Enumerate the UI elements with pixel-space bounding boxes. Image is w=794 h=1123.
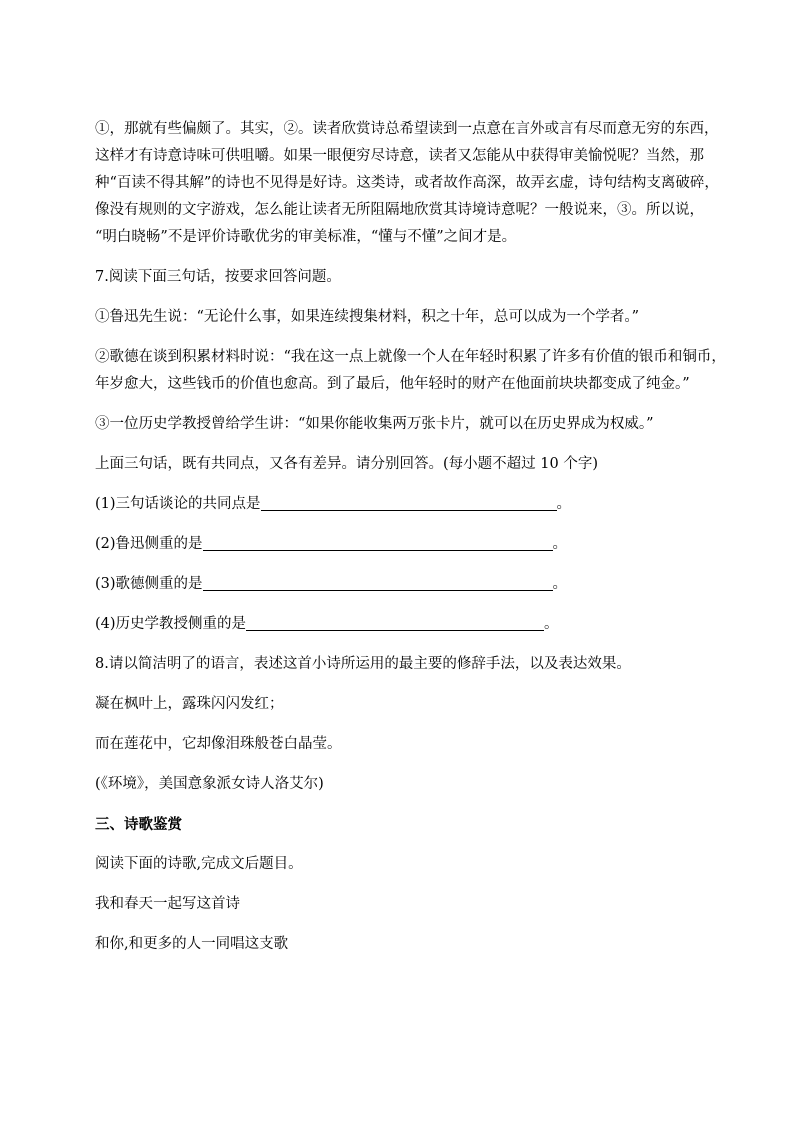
document-page (95, 116, 726, 958)
section-heading: 三、诗歌鉴赏 (95, 816, 182, 833)
question-7-instruction: 上面三句话，既有共同点，又各有差异。请分别回答。(每小题不超过 10 个字) (95, 456, 598, 472)
intro-paragraph (95, 116, 719, 251)
answer-blank-4[interactable] (246, 614, 544, 631)
period: 。 (556, 496, 572, 512)
subquestion-4-label: (4)历史学教授侧重的是 (95, 616, 247, 632)
subquestion-3-label: (3)歌德侧重的是 (95, 576, 203, 592)
subquestion-4 (95, 611, 705, 638)
poem-line: 凝在枫叶上，露珠闪闪发红； (95, 696, 284, 712)
period: 。 (544, 616, 559, 632)
paragraph-line: 像没有规则的文字游戏，怎么能让读者无所阻隔地欣赏其诗境诗意呢？一般说来，③。所以说， (95, 202, 704, 218)
quote-luxun: ①鲁迅先生说：“无论什么事，如果连续搜集材料，积之十年，总可以成为一个学者。” (95, 309, 640, 325)
section-instruction: 阅读下面的诗歌,完成文后题目。 (95, 856, 303, 872)
period: 。 (552, 576, 568, 592)
subquestion-2 (95, 531, 705, 558)
poem-line: 我和春天一起写这首诗 (95, 896, 240, 912)
paragraph-line: 种“百读不得其解”的诗也不见得是好诗。这类诗，或者故作高深，故弄玄虚，诗句结构支离破碎， (95, 175, 719, 191)
answer-blank-1[interactable] (261, 494, 557, 511)
quote-professor: ③一位历史学教授曾给学生讲：“如果你能收集两万张卡片，就可以在历史界成为权威。” (95, 416, 654, 432)
answer-blank-3[interactable] (203, 574, 553, 591)
paragraph-line: 这样才有诗意诗味可供咀嚼。如果一眼便穷尽诗意，读者又怎能从中获得审美愉悦呢？当然，那 (95, 148, 704, 164)
quote-goethe-line: 年岁愈大，这些钱币的价值也愈高。到了最后，他年轻时的财产在他面前块块都变成了纯金。” (95, 376, 690, 392)
poem-line: 而在莲花中，它却像泪珠般苍白晶莹。 (95, 736, 342, 752)
quote-goethe-line: ②歌德在谈到积累材料时说：“我在这一点上就像一个人在年轻时积累了许多有价值的银币和铜币， (95, 349, 726, 365)
question-8-prompt: 8.请以简洁明了的语言，表述这首小诗所运用的最主要的修辞手法，以及表达效果。 (95, 656, 631, 672)
poem-line: 和你,和更多的人一同唱这支歌 (95, 936, 289, 952)
period: 。 (552, 536, 568, 552)
answer-blank-2[interactable] (203, 534, 553, 551)
paragraph-line: “明白晓畅”不是评价诗歌优劣的审美标准，“懂与不懂”之间才是。 (95, 229, 517, 245)
poem-source: (《环境》，美国意象派女诗人洛艾尔) (95, 776, 324, 792)
paragraph-line: ①，那就有些偏颇了。其实，②。读者欣赏诗总希望读到一点意在言外或言有尽而意无穷的东西， (95, 121, 719, 137)
question-7-prompt: 7.阅读下面三句话，按要求回答问题。 (95, 269, 341, 285)
subquestion-1-label: (1)三句话谈论的共同点是 (95, 496, 261, 512)
subquestion-2-label: (2)鲁迅侧重的是 (95, 536, 203, 552)
subquestion-3 (95, 571, 705, 598)
subquestion-1 (95, 491, 705, 518)
